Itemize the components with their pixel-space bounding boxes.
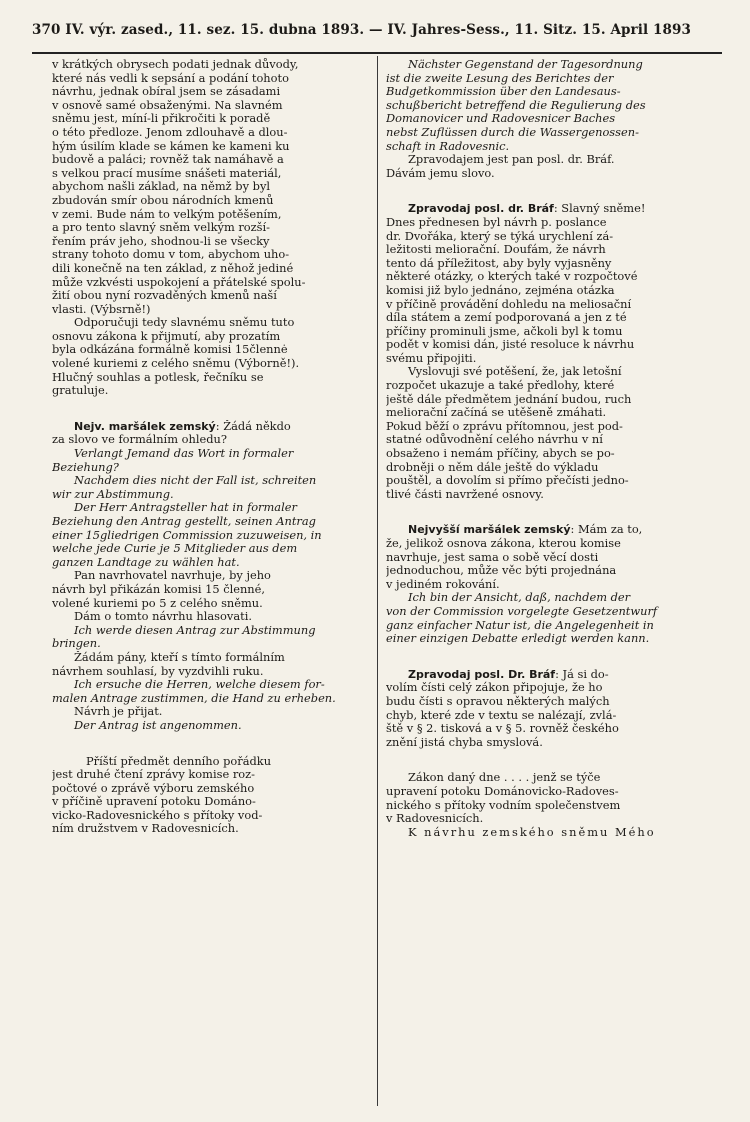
- text-line: [52, 461, 370, 475]
- text-line: [386, 311, 722, 325]
- speaker-name: Zpravodaj posl. dr. Bráf: [408, 202, 554, 216]
- line-text: ist die zweite Lesung des Berichtes der: [386, 71, 614, 85]
- line-text: ním družstvem v Radovesnicích.: [52, 822, 239, 836]
- line-text: o této předloze. Jenom zdlouhavě a dlou-: [52, 125, 288, 139]
- text-line: [52, 384, 370, 398]
- line-text: : Já si do-: [555, 667, 609, 681]
- text-line: [386, 681, 722, 695]
- line-text: komisi již bylo jednáno, zejména otázka: [386, 283, 615, 297]
- german-paragraph: [52, 624, 370, 651]
- text-line: [386, 632, 722, 646]
- line-text: Dám o tomto návrhu hlasovati.: [74, 610, 252, 624]
- text-line: [52, 72, 370, 86]
- line-text: osnovu zákona k přijmutí, aby prozatím: [52, 329, 281, 343]
- german-paragraph: [52, 719, 370, 733]
- line-text: Beziehung?: [52, 460, 119, 474]
- line-text: tlivé části navržené osnovy.: [386, 487, 544, 501]
- text-line: [52, 433, 370, 447]
- line-text: schußbericht betreffend die Regulierung des: [386, 98, 646, 112]
- text-line: [386, 202, 722, 216]
- text-line: [386, 365, 722, 379]
- line-text: sněmu jest, míní-li přikročiti k poradě: [52, 112, 271, 126]
- line-text: welche jede Curie je 5 Mitglieder aus dem: [52, 542, 298, 556]
- line-text: může vzkvésti uspokojení a přátelské spolu-: [52, 275, 306, 289]
- text-line: [386, 461, 722, 475]
- line-text: v příčině provádění dohledu na meliosační: [386, 297, 632, 311]
- text-line: [386, 270, 722, 284]
- text-line: [386, 433, 722, 447]
- line-text: volené kuriemi z celého sněmu (Výborně!).: [52, 357, 300, 371]
- line-text: s velkou prací musíme snášeti materiál,: [52, 166, 282, 180]
- text-line: [52, 651, 370, 665]
- line-text: K návrhu zemského sněmu Mého: [408, 825, 656, 839]
- line-text: ještě dále předmětem jednání budou, ruch: [386, 392, 632, 406]
- line-text: dr. Dvořáka, který se týká urychlení zá-: [386, 229, 614, 243]
- text-line: [386, 474, 722, 488]
- line-text: drobněji o něm dále ještě do výkladu: [386, 460, 599, 474]
- text-line: [52, 678, 370, 692]
- line-text: einer einzigen Debatte erledigt werden kann.: [386, 632, 650, 646]
- text-line: [386, 709, 722, 723]
- text-line: [52, 221, 370, 235]
- line-text: von der Commission vorgelegte Gesetzentwurf: [386, 604, 658, 618]
- line-text: svému připojiti.: [386, 351, 477, 365]
- text-line: [386, 537, 722, 551]
- text-line: [386, 578, 722, 592]
- text-line: [52, 809, 370, 823]
- text-line: [52, 610, 370, 624]
- line-text: nebst Zuflüssen durch die Wassergenossen-: [386, 125, 639, 139]
- line-text: budu čísti s opravou některých malých: [386, 694, 610, 708]
- header-rule: [32, 52, 722, 54]
- speaker-paragraph: [386, 668, 722, 750]
- line-text: některé otázky, o kterých také v rozpočtové: [386, 270, 638, 284]
- line-text: nického s přítoky vodním společenstvem: [386, 798, 621, 812]
- line-text: abychom našli základ, na němž by byl: [52, 180, 271, 194]
- line-text: návrh byl přikázán komisi 15 členné,: [52, 582, 266, 596]
- line-text: Pan navrhovatel navrhuje, by jeho: [74, 569, 271, 583]
- line-text: které nás vedli k sepsání a podání tohoto: [52, 71, 289, 85]
- czech-paragraph: [52, 569, 370, 610]
- text-line: [386, 488, 722, 502]
- text-line: [52, 692, 370, 706]
- text-line: [386, 406, 722, 420]
- czech-paragraph: [52, 316, 370, 398]
- text-line: [52, 665, 370, 679]
- paragraph-gap: [386, 749, 722, 771]
- text-line: [386, 736, 722, 750]
- text-line: [52, 85, 370, 99]
- czech-paragraph: [52, 705, 370, 719]
- czech-paragraph: [386, 826, 722, 840]
- text-line: [386, 284, 722, 298]
- text-line: [52, 167, 370, 181]
- line-text: za slovo ve formálním ohledu?: [52, 433, 227, 447]
- text-line: [386, 167, 722, 181]
- line-text: ganzen Landtage zu wählen hat.: [52, 555, 240, 569]
- line-text: Budgetkommission über den Landesaus-: [386, 85, 621, 99]
- line-text: jednoduchou, může věc býti projednána: [386, 564, 617, 578]
- line-text: příčiny prominuli jsme, ačkoli byl k tomu: [386, 324, 623, 338]
- line-text: v příčině upravení potoku Dománo-: [52, 795, 256, 809]
- text-line: [52, 795, 370, 809]
- text-line: [386, 523, 722, 537]
- text-line: [386, 85, 722, 99]
- speaker-paragraph: [52, 420, 370, 447]
- text-line: [386, 126, 722, 140]
- text-line: [386, 112, 722, 126]
- line-text: dili konečně na ten základ, z něhož jediné: [52, 261, 294, 275]
- text-line: [52, 542, 370, 556]
- text-line: [52, 474, 370, 488]
- line-text: volím čísti celý zákon připojuje, že ho: [386, 681, 603, 695]
- text-line: [386, 668, 722, 682]
- column-divider: [377, 56, 378, 1106]
- czech-paragraph: [386, 153, 722, 180]
- text-line: [386, 564, 722, 578]
- text-line: [386, 230, 722, 244]
- line-text: Zákon daný dne . . . . jenž se týče: [408, 771, 601, 785]
- line-text: Ich ersuche die Herren, welche diesem for-: [74, 678, 325, 692]
- text-line: [52, 782, 370, 796]
- line-text: : Mám za to,: [570, 523, 643, 537]
- right-column: [386, 58, 722, 839]
- line-text: Nachdem dies nicht der Fall ist, schreiten: [74, 474, 317, 488]
- line-text: v krátkých obrysech podati jednak důvody,: [52, 58, 299, 71]
- czech-paragraph: [386, 365, 722, 501]
- line-text: bringen.: [52, 637, 101, 651]
- german-paragraph: [386, 58, 722, 153]
- text-line: [386, 72, 722, 86]
- text-line: [52, 447, 370, 461]
- line-text: znění jistá chyba smyslová.: [386, 735, 543, 749]
- text-line: [52, 357, 370, 371]
- line-text: Vyslovuji své potěšení, že, jak letošní: [408, 365, 622, 379]
- text-line: [52, 140, 370, 154]
- line-text: Verlangt Jemand das Wort in formaler: [74, 447, 294, 461]
- text-line: [386, 393, 722, 407]
- text-line: [386, 591, 722, 605]
- line-text: Zpravodajem jest pan posl. dr. Bráf.: [408, 153, 615, 167]
- line-text: vlasti. (Výbsrně!): [52, 302, 151, 316]
- line-text: Domanovicer und Radovesnicer Baches: [386, 112, 616, 126]
- speaker-name: Nejv. maršálek zemský: [74, 419, 216, 433]
- czech-paragraph: [52, 58, 370, 316]
- text-line: [52, 99, 370, 113]
- line-text: žití obou nyní rozvaděných kmenů naší: [52, 289, 277, 303]
- speaker-name: Nejvyšší maršálek zemský: [408, 523, 571, 537]
- line-text: podět v komisi dán, jisté resoluce k návrhu: [386, 338, 635, 352]
- text-line: [386, 695, 722, 709]
- line-text: ganz einfacher Natur ist, die Angelegenheit in: [386, 618, 654, 632]
- text-line: [52, 316, 370, 330]
- text-line: [386, 771, 722, 785]
- speaker-name: Zpravodaj posl. Dr. Bráf: [408, 667, 556, 681]
- line-text: budově a paláci; rovněž tak namáhavě a: [52, 153, 284, 167]
- line-text: v zemi. Bude nám to velkým potěšením,: [52, 207, 282, 221]
- czech-paragraph: [52, 755, 370, 837]
- text-line: [52, 597, 370, 611]
- text-line: [52, 343, 370, 357]
- line-text: díla státem a zemí podporovaná a jen z té: [386, 311, 627, 325]
- line-text: Příští předmět denního pořádku: [86, 754, 272, 768]
- speaker-paragraph: [386, 523, 722, 591]
- czech-paragraph: [386, 771, 722, 825]
- text-line: [52, 58, 370, 72]
- line-text: vicko-Radovesnického s přítoky vod-: [52, 808, 263, 822]
- text-line: [386, 298, 722, 312]
- text-line: [386, 58, 722, 72]
- line-text: gratuluje.: [52, 384, 109, 398]
- text-line: [386, 338, 722, 352]
- text-line: [386, 257, 722, 271]
- text-line: [52, 371, 370, 385]
- line-text: statné odůvodnění celého návrhu v ní: [386, 433, 603, 447]
- text-line: [386, 605, 722, 619]
- line-text: hým úsilím klade se kámen ke kameni ku: [52, 139, 290, 153]
- text-line: [52, 624, 370, 638]
- line-text: návrhu, jednak obíral jsem se zásadami: [52, 85, 281, 99]
- line-text: schaft in Radovesnic.: [386, 139, 510, 153]
- line-text: Ich bin der Ansicht, daß, nachdem der: [408, 591, 631, 605]
- line-text: Žádám pány, kteří s tímto formálním: [74, 650, 285, 664]
- line-text: Beziehung den Antrag gestellt, seinen Antrag: [52, 515, 316, 528]
- line-text: Hlučný souhlas a potlesk, řečníku se: [52, 370, 264, 384]
- line-text: : Slavný sněme!: [553, 202, 646, 216]
- text-line: [386, 785, 722, 799]
- paragraph-gap: [386, 646, 722, 668]
- line-text: v osnově samé obsaženými. Na slavném: [52, 98, 283, 112]
- line-text: Nächster Gegenstand der Tagesordnung: [408, 58, 643, 71]
- line-text: navrhuje, jest sama o sobě věcí dosti: [386, 550, 599, 564]
- text-line: [52, 755, 370, 769]
- line-text: volené kuriemi po 5 z celého sněmu.: [52, 596, 263, 610]
- line-text: Odporučuji tedy slavnému sněmu tuto: [74, 316, 295, 330]
- czech-paragraph: [52, 610, 370, 624]
- german-paragraph: [52, 447, 370, 474]
- line-text: einer 15gliedrigen Commission zuzuweisen, in: [52, 528, 322, 542]
- line-text: v Radovesnicích.: [386, 812, 484, 826]
- text-line: [386, 447, 722, 461]
- line-text: počtové o zprávě výboru zemského: [52, 781, 255, 795]
- line-text: upravení potoku Dománovicko-Radoves-: [386, 784, 619, 798]
- text-line: [52, 637, 370, 651]
- line-text: že, jelikož osnova zákona, kterou komise: [386, 537, 621, 550]
- line-text: meliorační začíná se utěšeně zmáhati.: [386, 406, 607, 420]
- line-text: obsaženo i nemám příčiny, abych se po-: [386, 447, 615, 461]
- paragraph-gap: [386, 180, 722, 202]
- text-line: [52, 153, 370, 167]
- text-line: [52, 488, 370, 502]
- line-text: Ich werde diesen Antrag zur Abstimmung: [74, 623, 316, 637]
- text-line: [52, 515, 370, 529]
- text-line: [52, 719, 370, 733]
- german-paragraph: [52, 678, 370, 705]
- text-line: [386, 216, 722, 230]
- german-paragraph: [52, 474, 370, 501]
- line-text: wir zur Abstimmung.: [52, 487, 174, 501]
- line-text: pouštěl, a dovolím si přímo přečísti jedno-: [386, 474, 629, 488]
- line-text: Návrh je přijat.: [74, 705, 163, 719]
- text-line: [386, 799, 722, 813]
- line-text: malen Antrage zustimmen, die Hand zu erheben.: [52, 691, 336, 705]
- line-text: jest druhé čtení zprávy komise roz-: [52, 768, 255, 782]
- text-line: [52, 420, 370, 434]
- text-line: [52, 289, 370, 303]
- line-text: chyb, které zde v textu se nalézají, zvlá-: [386, 708, 617, 722]
- speaker-paragraph: [386, 202, 722, 365]
- text-line: [52, 126, 370, 140]
- line-text: : Žádá někdo: [215, 419, 291, 433]
- text-line: [386, 812, 722, 826]
- line-text: byla odkázána formálně komisi 15člennė: [52, 343, 288, 357]
- line-text: a pro tento slavný sněm velkým rozší-: [52, 221, 271, 235]
- line-text: Der Antrag ist angenommen.: [74, 718, 242, 732]
- text-line: [386, 722, 722, 736]
- line-text: ležitosti meliorační. Doufám, že návrh: [386, 243, 606, 257]
- left-column: [52, 58, 370, 836]
- line-text: tento dá příležitost, aby byly vyjasněny: [386, 256, 612, 270]
- text-line: [386, 99, 722, 113]
- text-line: [386, 420, 722, 434]
- text-line: [52, 705, 370, 719]
- text-line: [386, 352, 722, 366]
- text-line: [386, 243, 722, 257]
- text-line: [52, 194, 370, 208]
- text-line: [386, 619, 722, 633]
- text-line: [52, 208, 370, 222]
- text-line: [52, 569, 370, 583]
- text-line: [386, 379, 722, 393]
- line-text: strany tohoto domu v tom, abychom uho-: [52, 248, 290, 262]
- line-text: Der Herr Antragsteller hat in formaler: [74, 501, 297, 515]
- text-line: [386, 826, 722, 840]
- text-line: [52, 112, 370, 126]
- line-text: řením práv jeho, shodnou-li se všecky: [52, 234, 270, 248]
- line-text: Dávám jemu slovo.: [386, 166, 495, 180]
- text-line: [52, 822, 370, 836]
- german-paragraph: [386, 591, 722, 645]
- text-line: [52, 529, 370, 543]
- czech-paragraph: [52, 651, 370, 678]
- line-text: v jediném rokování.: [386, 577, 500, 591]
- line-text: zbudován smír obou národních kmenů: [52, 193, 274, 207]
- text-line: [52, 180, 370, 194]
- text-line: [52, 556, 370, 570]
- line-text: Pokud běží o zprávu přítomnou, jest pod-: [386, 419, 623, 433]
- paragraph-gap: [52, 733, 370, 755]
- german-paragraph: [52, 501, 370, 569]
- text-line: [52, 303, 370, 317]
- line-text: Dnes přednesen byl návrh p. poslance: [386, 215, 607, 229]
- text-line: [386, 140, 722, 154]
- text-line: [52, 501, 370, 515]
- text-line: [52, 262, 370, 276]
- paragraph-gap: [386, 501, 722, 523]
- text-line: [52, 235, 370, 249]
- text-line: [52, 276, 370, 290]
- text-line: [52, 248, 370, 262]
- line-text: rozpočet ukazuje a také předlohy, které: [386, 379, 615, 393]
- paragraph-gap: [52, 398, 370, 420]
- text-line: [52, 768, 370, 782]
- line-text: návrhem souhlasí, by vyzdvihli ruku.: [52, 664, 264, 678]
- text-line: [386, 153, 722, 167]
- line-text: ště v § 2. tisková a v § 5. rovněž českého: [386, 722, 619, 736]
- text-line: [386, 325, 722, 339]
- text-line: [386, 551, 722, 565]
- text-line: [52, 330, 370, 344]
- text-line: [52, 583, 370, 597]
- page-header: 370 IV. výr. zased., 11. sez. 15. dubna 1893. — IV. Jahres-Sess., 11. Sitz. 15. April 1893: [32, 22, 692, 38]
